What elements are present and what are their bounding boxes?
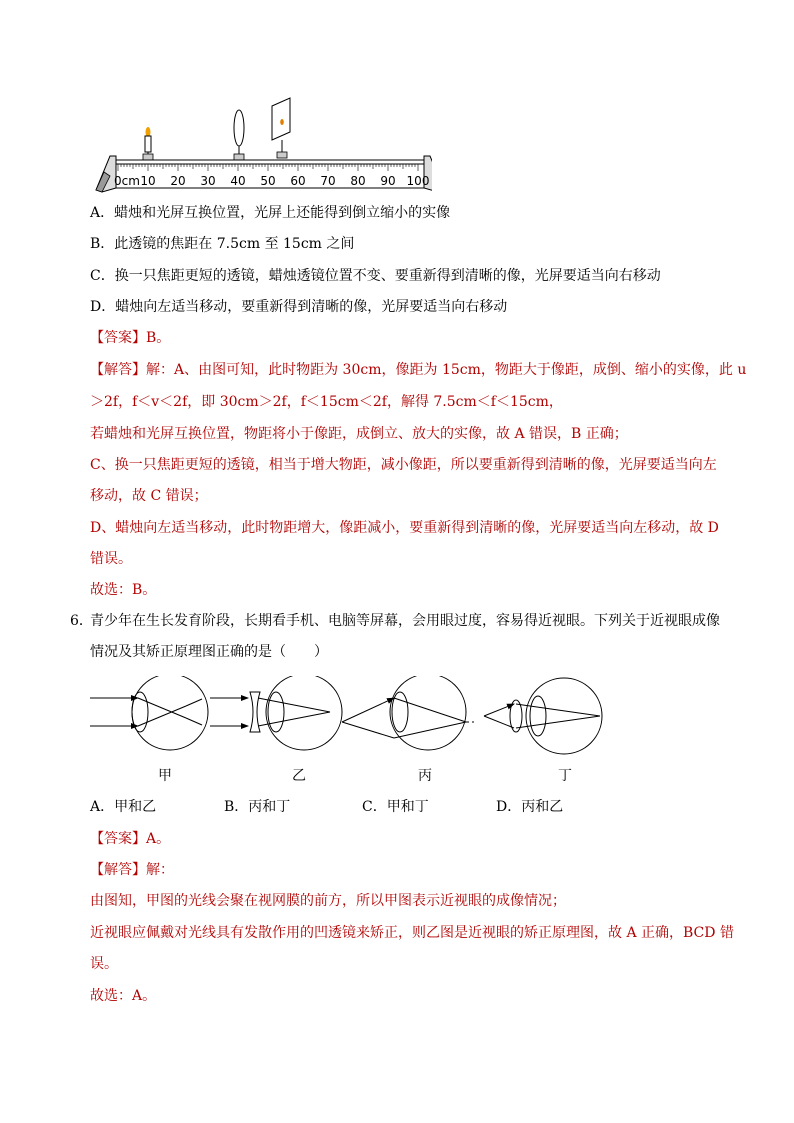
scale-label: 50 <box>260 174 276 188</box>
eye-diagram-jia <box>90 676 208 750</box>
q5-answer: 【答案】B。 <box>90 330 171 346</box>
scale-label: 90 <box>380 174 396 188</box>
eye-diagram-bing <box>342 676 474 750</box>
q5-explanation-line-6: D、蜡烛向左适当移动，此时物距增大，像距减小，要重新得到清晰的像，光屏要适当向左移动，故 D <box>90 520 719 536</box>
scale-label: 70 <box>320 174 336 188</box>
q6-stem-line-1: 青少年在生长发育阶段，长期看手机、电脑等屏幕，会用眼过度，容易得近视眼。下列关于近视眼成像 <box>90 613 720 629</box>
q6-answer: 【答案】A。 <box>90 831 171 847</box>
q5-explanation-line-5: 移动，故 C 错误； <box>90 488 208 504</box>
q6-explanation-head: 【解答】解： <box>90 862 174 878</box>
eye-diagram-ding <box>484 678 602 754</box>
scale-label: 100 <box>406 174 430 188</box>
convex-lens-icon <box>234 110 244 160</box>
q5-choice: 故选：B。 <box>90 582 157 598</box>
optical-bench-figure <box>92 92 432 196</box>
q5-explanation-line-4: C、换一只焦距更短的透镜，相当于增大物距，减小像距，所以要重新得到清晰的像，光屏要适当向左 <box>90 457 717 473</box>
q6-option-a: A．甲和乙 <box>90 799 157 815</box>
q6-explanation-line-3: 误。 <box>90 956 118 972</box>
q6-number: 6． <box>70 613 93 629</box>
scale-label: 0cm <box>114 174 140 188</box>
scale-label: 30 <box>200 174 216 188</box>
q5-explanation-line-1: 【解答】解：A、由图可知，此时物距为 30cm，像距为 15cm，物距大于像距，成倒、缩小的实像，此 u <box>90 362 747 378</box>
q6-stem-line-2: 情况及其矫正原理图正确的是（ ） <box>90 644 328 660</box>
q5-option-a: A．蜡烛和光屏互换位置，光屏上还能得到倒立缩小的实像 <box>90 205 451 221</box>
eye-diagrams-figure <box>84 676 704 786</box>
label-bing: 丙 <box>418 768 432 784</box>
candle-icon <box>143 127 153 160</box>
q6-explanation-line-2: 近视眼应佩戴对光线具有发散作用的凹透镜来矫正，则乙图是近视眼的矫正原理图，故 A 正确，BCD 错 <box>90 925 734 941</box>
label-yi: 乙 <box>292 768 306 784</box>
q5-explanation-line-2: ＞2f，f＜v＜2f，即 30cm＞2f，f＜15cm＜2f，解得 7.5cm＜f＜15cm， <box>90 394 563 410</box>
q5-option-b: B．此透镜的焦距在 7.5cm 至 15cm 之间 <box>90 236 355 252</box>
q5-option-d: D．蜡烛向左适当移动，要重新得到清晰的像，光屏要适当向右移动 <box>90 299 508 315</box>
q5-explanation-line-3: 若蜡烛和光屏互换位置，物距将小于像距，成倒立、放大的实像，故 A 错误，B 正确； <box>90 426 628 442</box>
label-ding: 丁 <box>558 768 572 784</box>
q6-option-d: D．丙和乙 <box>496 799 564 815</box>
q6-choice: 故选：A。 <box>90 988 157 1004</box>
q5-option-c: C．换一只焦距更短的透镜，蜡烛透镜位置不变、要重新得到清晰的像，光屏要适当向右移动 <box>90 268 661 284</box>
scale-label: 20 <box>170 174 186 188</box>
q5-explanation-line-7: 错误。 <box>90 551 132 567</box>
scale-label: 80 <box>350 174 366 188</box>
q6-option-b: B．丙和丁 <box>224 799 291 815</box>
scale-label: 10 <box>140 174 156 188</box>
scale-label: 40 <box>230 174 246 188</box>
label-jia: 甲 <box>158 768 172 784</box>
scale-label: 60 <box>290 174 306 188</box>
light-screen-icon <box>272 98 290 158</box>
eye-diagram-yi <box>210 676 342 750</box>
q6-option-c: C．甲和丁 <box>362 799 429 815</box>
q6-explanation-line-1: 由图知，甲图的光线会聚在视网膜的前方，所以甲图表示近视眼的成像情况； <box>90 893 566 909</box>
